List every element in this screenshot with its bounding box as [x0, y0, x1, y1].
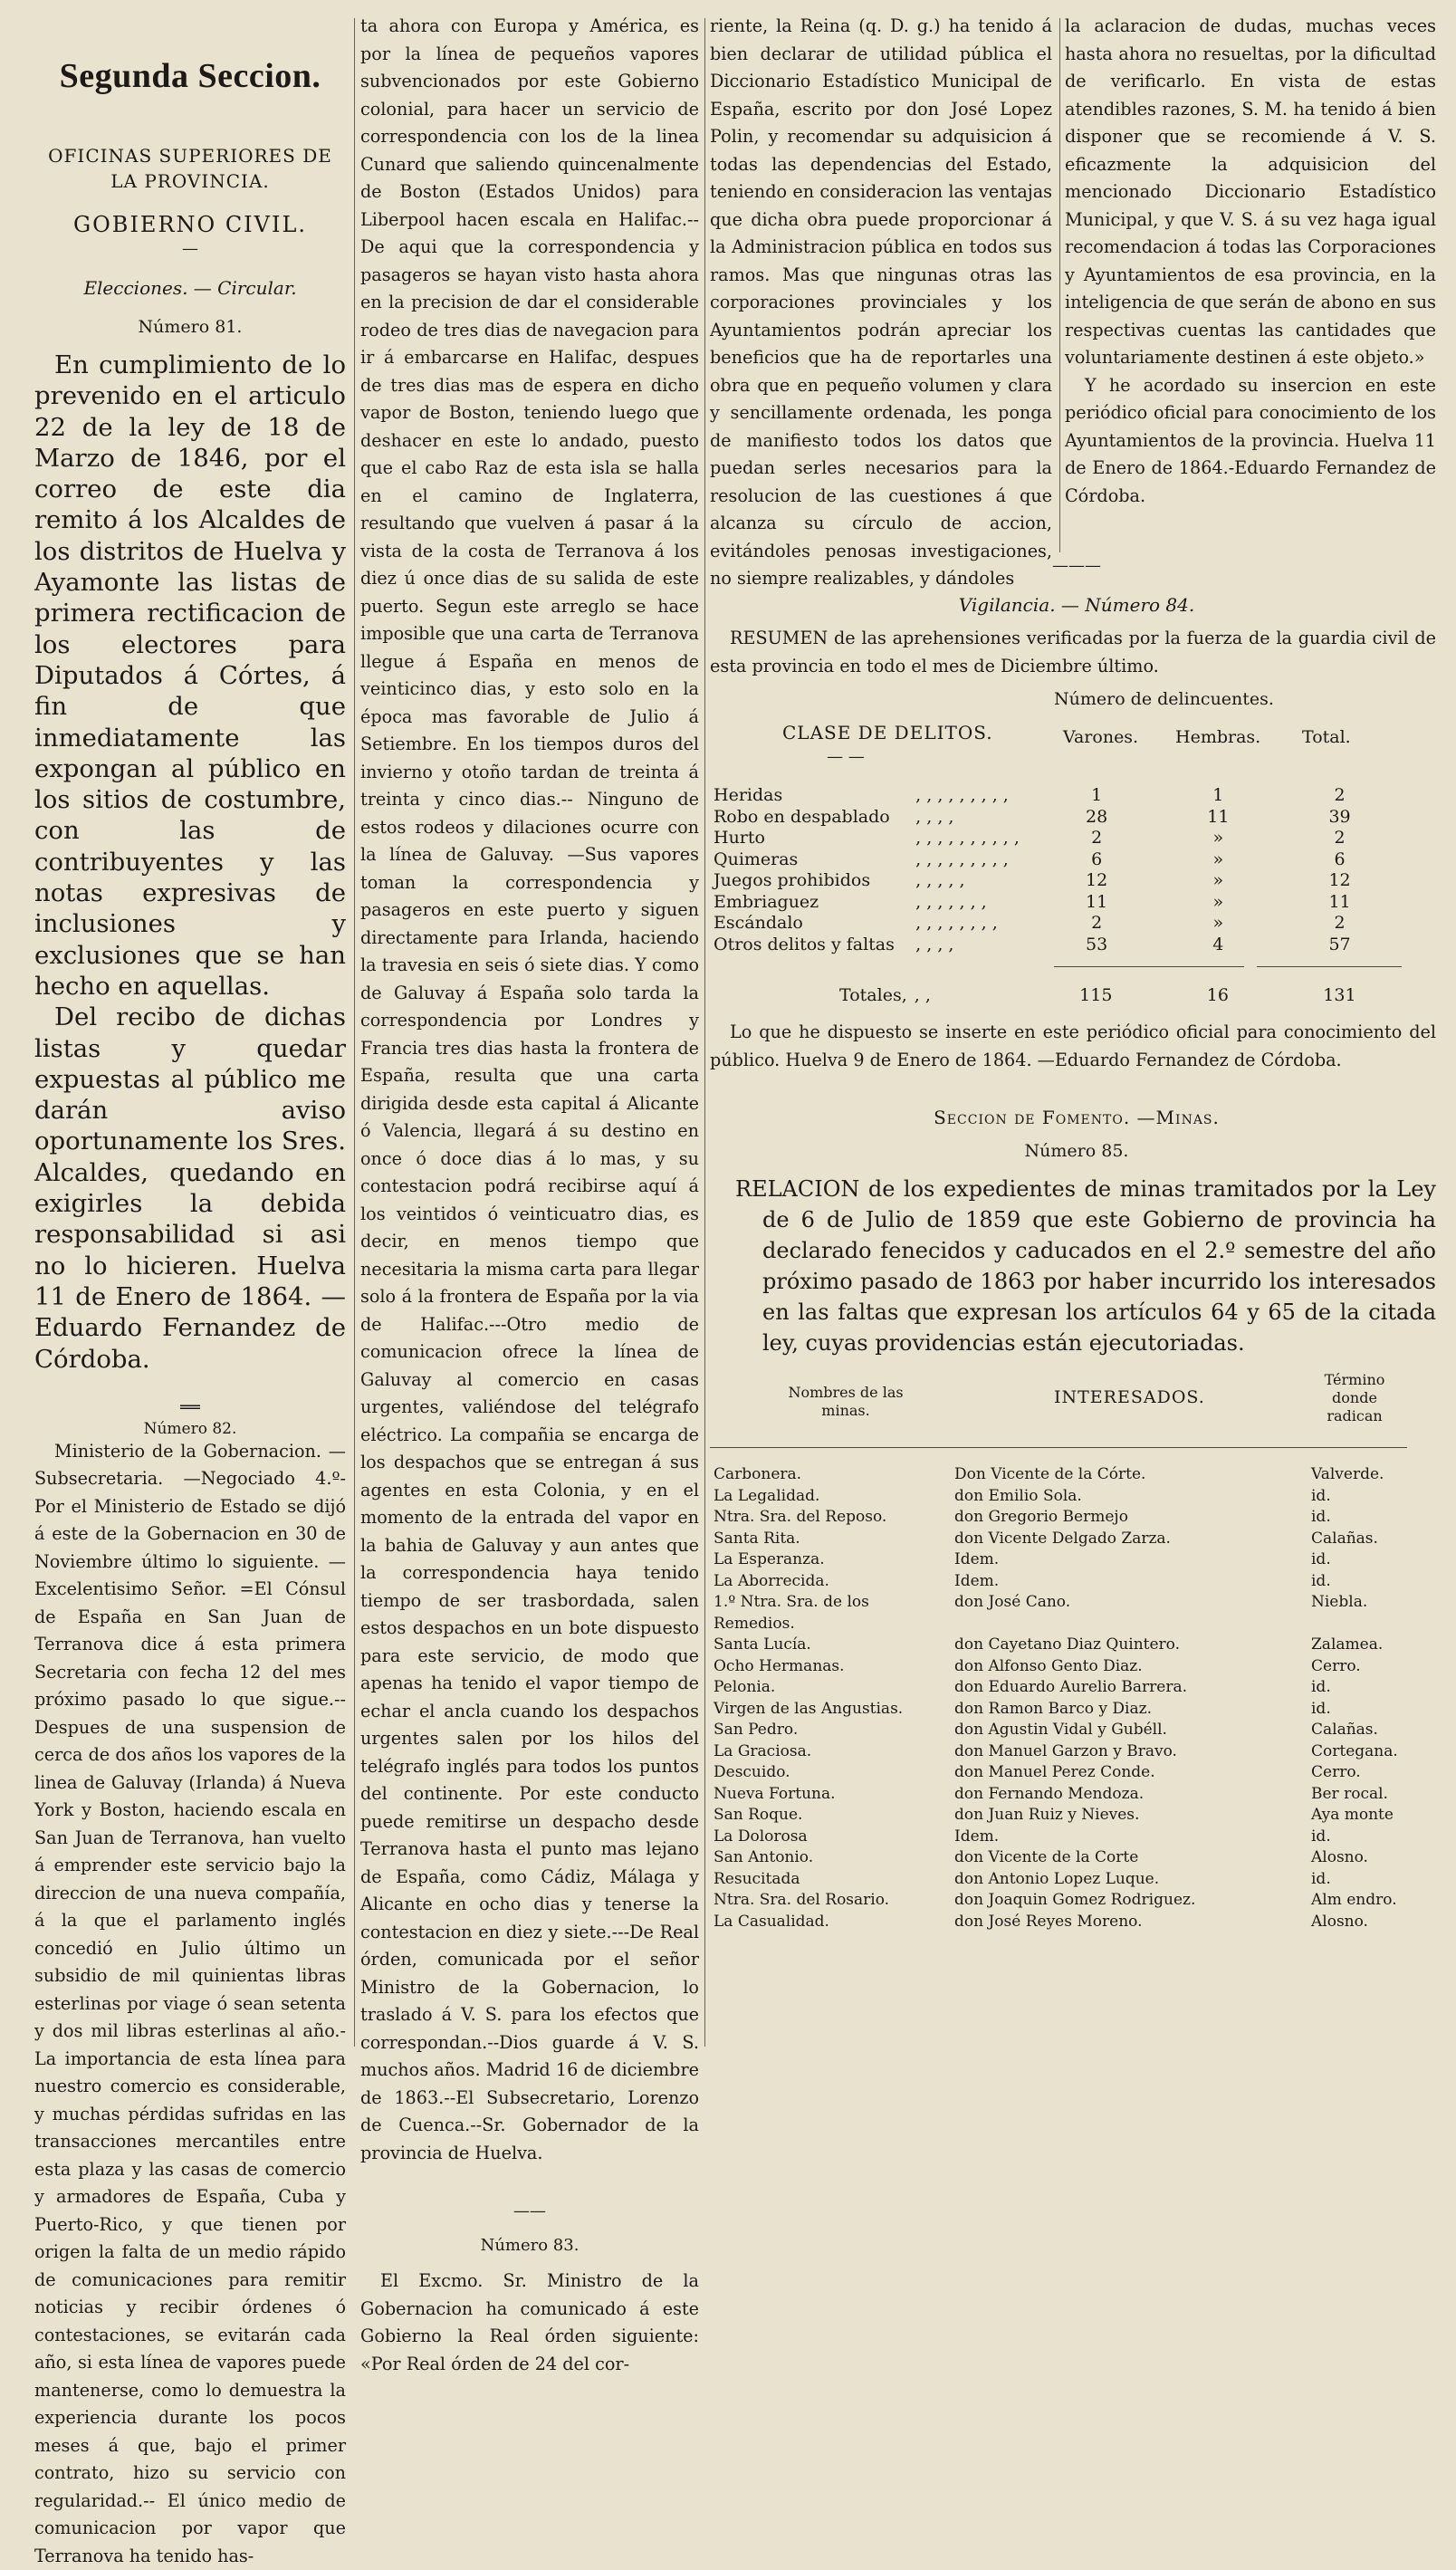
mine-termino: id. [1311, 1550, 1331, 1568]
mine-termino: Cerro. [1311, 1656, 1361, 1675]
crime-total: 39 [1328, 806, 1351, 827]
column-rule [354, 18, 355, 2047]
crime-dots: , , , , , , , , , [915, 849, 1009, 869]
fomento-heading: Seccion de Fomento. —Minas. [934, 1107, 1220, 1128]
vigilancia-heading: Vigilancia. — Número 84. [958, 594, 1195, 616]
dash: — [182, 239, 198, 258]
mine-interesado: don Manuel Garzon y Bravo. [954, 1741, 1177, 1760]
crime-total: 57 [1328, 934, 1351, 954]
crime-name: Otros delitos y faltas [714, 934, 895, 954]
separator: —— [513, 2201, 546, 2220]
mine-row [710, 1699, 1434, 1721]
crime-varones: 6 [1091, 849, 1103, 869]
crime-name: Escándalo [714, 913, 803, 933]
mine-interesado: don Emilio Sola. [954, 1486, 1082, 1505]
paragraph-82-cont: ta ahora con Europa y América, es por la línea de pequeños vapores subvencionados por este Gobierno colonial, para hacer un servicio de correspondencia con los de la linea Cunard que saliendo quincenalmente de Boston (Estados Unidos) para Liberpool hacen escala en Halifac.-- De aqui que la correspondencia y pasageros se hayan visto hasta ahora en la precision de dar el considerable rodeo de tres dias de navegacion para ir á embarcarse en Halifac, despues de tres dias mas de espera en dicho vapor de Boston, teniendo luego que deshacer en este lo andado, puesto que el cabo Raz de esta isla se halla en el camino de Inglaterra, resultando que vuelven á pasar á la vista de la costa de Terranova á los diez ú once dias de su salida de este puerto. Segun este arreglo se hace imposible que una carta de Terranova llegue á España en menos de veinticinco dias, y esto solo en la época mas favorable de Julio á Setiembre. En los tiempos duros del invierno y otoño tardan de treinta á treinta y cinco dias.-- Ninguno de estos rodeos y dilaciones ocurre con la línea de Galuvay. —Sus vapores toman la correspondencia y pasageros en este puerto y siguen directamente para Irlanda, haciendo la travesia en seis ó siete dias. Y como de Galuvay á España solo tarda la correspondencia por Londres y Francia tres dias hasta la frontera de España, resulta que una carta dirigida desde esta capital á Alicante ó Valencia, llegará á su destino en once ó doce dias á lo mas, y su contestacion podrá recibirse aquí á los veintidos ó veinticuatro dias, es decir, en menos tiempo que necesitaria la misma carta para llegar solo á la frontera de España por la via de Halifac.---Otro medio de comunicacion ofrece la línea de Galuvay al comercio en casas urgentes, valiéndose del telégrafo eléctrico. La compañia se encarga de los despachos que se entregan á sus agentes en esta Colonia, y en el momento de la entrada del vapor en la bahia de Galuvay y aun antes que la correspondencia haya tenido tiempo de ser trasbordada, salen estos despachos en un bote dispuesto para este servicio, de modo que apenas ha tenido el vapor tiempo de echar el ancla cuando los despachos urgentes salen por los hilos del telégrafo inglés para todos los puntos del continente. Por este conducto puede remitirse un despacho desde Terranova hasta el punto mas lejano de España, como Cádiz, Málaga y Alicante en ocho dias y tenerse la contestacion en diez y siete.---De Real órden, comunicada por el señor Ministro de la Gobernacion, lo traslado á V. S. para los efectos que correspondan.--Dios guarde á V. S. muchos años. Madrid 16 de diciembre de 1863.--El Subsecretario, Lorenzo de Cuenca.--Sr. Gobernador de la provincia de Huelva. [360, 15, 699, 2163]
mine-interesado: Idem. [954, 1827, 1000, 1846]
crime-name: Embriaguez [714, 891, 819, 912]
totals-label: Totales, [839, 984, 907, 1005]
crime-varones: 2 [1091, 913, 1103, 933]
crime-row [710, 807, 1398, 829]
mine-termino: Ber rocal. [1311, 1784, 1388, 1803]
crime-hembras: » [1212, 828, 1224, 848]
mine-name: La Legalidad. [714, 1486, 820, 1505]
mine-row [710, 1464, 1434, 1486]
mine-termino: id. [1311, 1827, 1331, 1846]
crime-hembras: 11 [1207, 806, 1230, 827]
paragraph-83-cont: riente, la Reina (q. D. g.) ha tenido á bien declarar de utilidad pública el Diccionario Estadístico Municipal de España, escrito por don José Lopez Polin, y recomendar su adquisicion á todas las dependencias del Estado, teniendo en consideracion las ventajas que dicha obra puede proporcionar á la Administracion pública en todos sus ramos. Mas que ningunas otras las corporaciones provinciales y los Ayuntamientos podrán apreciar los beneficios que ha de reportarles una obra que en pequeño volumen y clara y sencillamente ordenada, les ponga de manifiesto todos los datos que puedan serles necesarios para la resolucion de las cuestiones á que alcanza su círculo de accion, evitándoles penosas investigaciones, no siempre realizables, y dándoles [710, 15, 1052, 589]
crime-row [710, 935, 1398, 956]
crime-row [710, 849, 1398, 871]
mine-row [710, 1869, 1434, 1891]
mine-row [710, 1847, 1434, 1869]
numero-85: Número 85. [1024, 1141, 1129, 1161]
section-title: Segunda Seccion. [59, 57, 321, 95]
crime-dots: , , , , , , , , , [915, 785, 1009, 805]
crime-hembras: 4 [1212, 934, 1224, 954]
mine-interesado: don José Cano. [954, 1593, 1071, 1611]
mine-interesado: don Antonio Lopez Luque. [954, 1869, 1160, 1888]
mine-termino: Aya monte [1311, 1806, 1394, 1824]
col-termino: Término donde radican [1324, 1371, 1385, 1424]
column-rule [1059, 18, 1060, 552]
mine-name: Nueva Fortuna. [714, 1784, 836, 1803]
stats-header [710, 689, 1443, 749]
crime-varones: 2 [1091, 828, 1103, 848]
mine-name: Ocho Hermanas. [714, 1656, 845, 1675]
mine-row [710, 1507, 1434, 1529]
mine-name: La Aborrecida. [714, 1571, 829, 1590]
clase-delitos: CLASE DE DELITOS. [782, 722, 993, 743]
totals-rule [1257, 966, 1402, 967]
crime-hembras: » [1212, 870, 1224, 890]
paragraph-82: Ministerio de la Gobernacion. — Subsecretaria. —Negociado 4.º-Por el Ministerio de Estado se dijó á este de la Gobernacion en 30 de Noviembre último lo siguiente. —Excelentisimo Señor. =El Cónsul de España en San Juan de Terranova dice á esta primera Secretaria con fecha 12 del mes próximo pasado lo que sigue.--Despues de una suspension de cerca de dos años los vapores de la linea de Galuvay (Irlanda) á Nueva York y Boston, haciendo escala en San Juan de Terranova, han vuelto á emprender este servicio bajo la direccion de una nueva compañía, á la que el parlamento inglés concedió en Julio último un subsidio de mil quinientas libras esterlinas por viage ó sean setenta y dos mil libras esterlinas al año.-La importancia de esta línea para nuestro comercio es considerable, y muchas pérdidas sufridas en las transacciones mercantiles entre esta plaza y las casas de comercio y armadores de España, Cuba y Puerto-Rico, y que tienen por origen la falta de un medio rápido de comunicaciones para remitir noticias y recibir órdenes ó contestaciones, se evitarán cada año, si esta línea de vapores puede mantenerse, como lo demuestra la experiencia durante los pocos meses á que, bajo el primer contrato, hizo su servicio con regularidad.-- El único medio de comunicacion por vapor que Terranova ha tenido has- [34, 1440, 346, 2566]
mine-name: La Graciosa. [714, 1741, 812, 1760]
mine-termino: id. [1311, 1699, 1331, 1718]
mine-name: Santa Lucía. [714, 1635, 811, 1654]
crime-dots: , , , , , , , [915, 891, 987, 912]
totals-rule [1054, 966, 1244, 967]
mine-interesado: don Agustin Vidal y Gubéll. [954, 1721, 1167, 1739]
crime-varones: 28 [1086, 806, 1108, 827]
column-rule [704, 18, 705, 2047]
mine-name: La Casualidad. [714, 1912, 829, 1931]
mine-name: Ntra. Sra. del Rosario. [714, 1891, 890, 1909]
mine-termino: Calañas. [1311, 1721, 1378, 1739]
mine-interesado: don Alfonso Gento Diaz. [954, 1656, 1143, 1675]
crime-total: 11 [1328, 891, 1351, 912]
crime-dots: , , , , [915, 806, 954, 827]
mine-name: Santa Rita. [714, 1529, 800, 1548]
mine-name: Ntra. Sra. del Reposo. [714, 1508, 887, 1526]
column-4 [1065, 0, 1436, 510]
separator: ——— [1052, 556, 1101, 575]
paragraph-81a: En cumplimiento de lo prevenido en el articulo 22 de la ley de 18 de Marzo de 1846, por el correo de este dia remito á los Alcaldes de los distritos de Huelva y Ayamonte las listas de primera rectificacion de los electores para Diputados á Córtes, á fin de que inmediatamente las expongan al público en los sitios de costumbre, con las de contribuyentes y las notas expresivas de inclusiones y exclusiones que se han hecho en aquellas. [34, 350, 346, 1001]
paragraph-83-cont2: la aclaracion de dudas, muchas veces hasta ahora no resueltas, por la dificultad de verificarlo. En vista de estas atendibles razones, S. M. ha tenido á bien disponer que se recomiende á V. S. eficazmente la adquisicion del mencionado Diccionario Estadístico Municipal, y que V. S. á su vez haga igual recomendacion á todas las Corporaciones y Ayuntamientos de esa provincia, en la inteligencia de que serán de abono en sus respectivas cuentas las cantidades que voluntariamente destinen á este objeto.» [1065, 15, 1436, 368]
col-varones: Varones. [1063, 727, 1139, 747]
dash: — — [827, 747, 865, 766]
mine-termino: Alosno. [1311, 1912, 1368, 1931]
totals-row [710, 985, 1398, 1007]
mine-name: La Dolorosa [714, 1827, 808, 1846]
mine-termino: id. [1311, 1678, 1331, 1696]
mine-row [710, 1827, 1434, 1848]
mine-termino: id. [1311, 1869, 1331, 1888]
mine-name: San Roque. [714, 1806, 803, 1824]
mine-row [710, 1529, 1434, 1550]
mine-interesado: don Gregorio Bermejo [954, 1508, 1128, 1526]
column-3 [710, 0, 1052, 593]
crime-total: 12 [1328, 870, 1351, 890]
mines-header [710, 1371, 1443, 1445]
mines-rule [710, 1447, 1407, 1448]
mine-row [710, 1762, 1434, 1784]
mine-interesado: Don Vicente de la Córte. [954, 1465, 1146, 1483]
numero-83: Número 83. [480, 2236, 580, 2255]
crime-name: Heridas [714, 785, 783, 805]
mine-termino: Cortegana. [1311, 1741, 1398, 1760]
crime-total: 2 [1334, 913, 1346, 933]
crime-hembras: » [1212, 849, 1224, 869]
separator: ══ [180, 1397, 200, 1417]
crime-row [710, 828, 1398, 849]
mine-interesado: don Juan Ruiz y Nieves. [954, 1806, 1140, 1824]
crime-table [710, 785, 1398, 955]
totals-hembras: 16 [1206, 984, 1229, 1005]
gobierno-heading: GOBIERNO CIVIL. [72, 212, 308, 237]
col-hembras: Hembras. [1175, 727, 1261, 747]
crime-name: Robo en despablado [714, 806, 890, 827]
mine-name: Pelonia. [714, 1678, 776, 1696]
mine-name: 1.º Ntra. Sra. de los Remedios. [714, 1593, 869, 1633]
crime-name: Quimeras [714, 849, 799, 869]
mine-interesado: don Ramon Barco y Diaz. [954, 1699, 1152, 1718]
crime-name: Hurto [714, 828, 765, 848]
crime-hembras: » [1212, 891, 1224, 912]
column-2 [360, 0, 699, 2378]
paragraph-83-end: Y he acordado su insercion en este periódico oficial para conocimiento de los Ayuntamientos de la provincia. Huelva 11 de Enero de 1864.-Eduardo Fernandez de Córdoba. [1065, 374, 1436, 506]
crime-row [710, 870, 1398, 892]
paragraph-81b: Del recibo de dichas listas y quedar expuestas al público me darán aviso oportunamente los Sres. Alcaldes, quedando en exigirles la debida responsabilidad si asi no lo hicieren. Huelva 11 de Enero de 1864. —Eduardo Fernandez de Córdoba. [34, 1002, 346, 1374]
crime-total: 6 [1334, 849, 1346, 869]
closing-text: Lo que he dispuesto se inserte en este periódico oficial para conocimiento del público. Huelva 9 de Enero de 1864. —Eduardo Fernandez de Córdoba. [710, 1021, 1436, 1070]
mine-row [710, 1592, 1434, 1635]
mine-interesado: don Vicente Delgado Zarza. [954, 1529, 1171, 1548]
mine-interesado: don Eduardo Aurelio Barrera. [954, 1678, 1188, 1696]
crime-varones: 11 [1086, 891, 1108, 912]
mine-termino: Zalamea. [1311, 1635, 1384, 1654]
mine-name: Resucitada [714, 1869, 800, 1888]
crime-name: Juegos prohibidos [714, 870, 871, 890]
mine-name: San Antonio. [714, 1848, 814, 1866]
mine-interesado: don Joaquin Gomez Rodriguez. [954, 1891, 1196, 1909]
crime-total: 2 [1334, 785, 1346, 805]
mine-interesado: Idem. [954, 1571, 1000, 1590]
crime-dots: , , , , , , , , , , [915, 828, 1020, 848]
mine-row [710, 1656, 1434, 1678]
elecciones-heading: Elecciones. — Circular. [83, 277, 297, 299]
totals-total: 131 [1323, 984, 1356, 1005]
resumen-text: RESUMEN de las aprehensiones verificadas por la fuerza de la guardia civil de esta provincia en todo el mes de Diciembre último. [710, 628, 1436, 676]
crime-row [710, 785, 1398, 807]
num-delincuentes: Número de delincuentes. [1054, 689, 1274, 709]
numero-82: Número 82. [143, 1419, 237, 1438]
mine-name: San Pedro. [714, 1721, 799, 1739]
mine-termino: Niebla. [1311, 1593, 1368, 1611]
crime-varones: 53 [1086, 934, 1108, 954]
mine-termino: Cerro. [1311, 1763, 1361, 1781]
mine-row [710, 1890, 1434, 1912]
mine-termino: id. [1311, 1508, 1331, 1526]
mine-row [710, 1549, 1434, 1571]
crime-row [710, 892, 1398, 914]
col-minas: Nombres de las minas. [788, 1384, 904, 1419]
crime-dots: , , , , , , , , [915, 913, 998, 933]
crime-total: 2 [1334, 828, 1346, 848]
mine-row [710, 1677, 1434, 1699]
crime-hembras: 1 [1212, 785, 1224, 805]
mine-row [710, 1571, 1434, 1593]
mine-row [710, 1912, 1434, 1933]
crime-dots: , , , , [915, 934, 954, 954]
offices-heading: OFICINAS SUPERIORES DE LA PROVINCIA. [48, 145, 332, 192]
numero-81: Número 81. [138, 317, 243, 337]
mine-row [710, 1784, 1434, 1806]
crime-dots: , , , , , [915, 870, 965, 890]
crime-hembras: » [1212, 913, 1224, 933]
totals-varones: 115 [1079, 984, 1113, 1005]
mines-table [710, 1464, 1434, 1932]
relacion-text: RELACION de los expedientes de minas tramitados por la Ley de 6 de Julio de 1859 que este Gobierno de provincia ha declarado fenecidos y caducados en el 2.º semestre del año próximo pasado de 1863 por haber incurrido los interesados en las faltas que expresan los artículos 64 y 65 de la citada ley, cuyas providencias están ejecutoriadas. [735, 1176, 1436, 1356]
mine-termino: Calañas. [1311, 1529, 1378, 1548]
mine-name: Descuido. [714, 1763, 790, 1781]
mine-row [710, 1720, 1434, 1741]
mine-termino: id. [1311, 1486, 1331, 1505]
mine-interesado: don José Reyes Moreno. [954, 1912, 1143, 1931]
mine-interesado: don Fernando Mendoza. [954, 1784, 1145, 1803]
crime-row [710, 913, 1398, 935]
mine-interesado: Idem. [954, 1550, 1000, 1568]
mine-row [710, 1741, 1434, 1763]
mine-interesado: don Cayetano Diaz Quintero. [954, 1635, 1181, 1654]
mine-name: Carbonera. [714, 1465, 802, 1483]
mine-row [710, 1635, 1434, 1656]
paragraph-83: El Excmo. Sr. Ministro de la Gobernacion ha comunicado á este Gobierno la Real órden siguiente: «Por Real órden de 24 del cor- [360, 2270, 699, 2374]
mine-termino: Alm endro. [1311, 1891, 1397, 1909]
mine-row [710, 1486, 1434, 1508]
mine-termino: id. [1311, 1571, 1331, 1590]
mine-name: Virgen de las Angustias. [714, 1699, 904, 1718]
col-total: Total. [1302, 727, 1351, 747]
mine-termino: Alosno. [1311, 1848, 1368, 1866]
column-1 [34, 0, 346, 2570]
totals-dots: , , [914, 984, 931, 1005]
mine-termino: Valverde. [1311, 1465, 1384, 1483]
crime-varones: 12 [1086, 870, 1108, 890]
mine-name: La Esperanza. [714, 1550, 825, 1568]
totals-table [710, 985, 1398, 1007]
col-interesados: INTERESADOS. [1054, 1387, 1205, 1407]
mine-interesado: don Manuel Perez Conde. [954, 1763, 1155, 1781]
bottom-section [710, 558, 1443, 1932]
mine-row [710, 1805, 1434, 1827]
crime-varones: 1 [1091, 785, 1103, 805]
mine-interesado: don Vicente de la Corte [954, 1848, 1139, 1866]
